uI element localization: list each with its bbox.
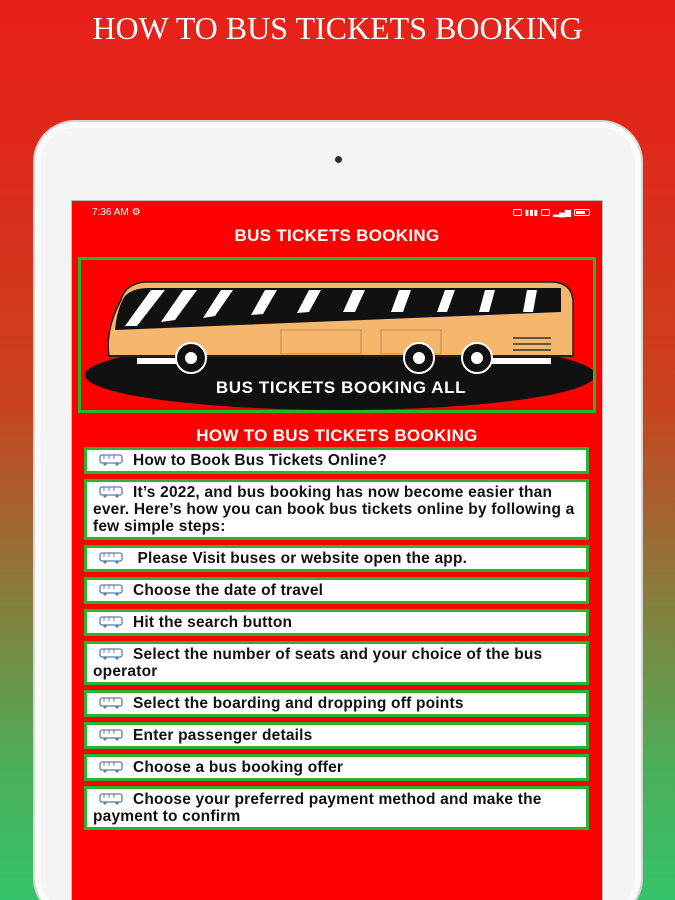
bus-icon	[99, 584, 125, 596]
step-card[interactable]	[84, 479, 589, 540]
status-time: 7:36 AM	[92, 206, 129, 218]
step-text: Choose a bus booking offer	[133, 759, 344, 776]
bus-wheel	[404, 343, 434, 373]
battery-icon	[574, 209, 590, 216]
step-card[interactable]	[84, 754, 589, 781]
tablet-frame	[33, 120, 643, 900]
status-bar	[72, 201, 602, 223]
step-card[interactable]	[84, 609, 589, 636]
bus-icon	[99, 616, 125, 628]
bus-icon	[99, 454, 125, 466]
step-card[interactable]	[84, 545, 589, 572]
step-card[interactable]	[84, 690, 589, 717]
bus-icon	[99, 697, 125, 709]
step-card[interactable]	[84, 641, 589, 685]
banner-text: BUS TICKETS BOOKING ALL	[215, 378, 467, 397]
step-card[interactable]	[84, 722, 589, 749]
step-text: Enter passenger details	[133, 727, 313, 744]
notification-icon	[513, 209, 522, 216]
bus-icon	[99, 648, 125, 660]
step-card[interactable]	[84, 577, 589, 604]
step-text: How to Book Bus Tickets Online?	[133, 452, 387, 469]
bus-icon	[99, 552, 125, 564]
step-text: Choose the date of travel	[133, 582, 324, 599]
steps-list	[72, 447, 602, 830]
bus-icon	[99, 793, 125, 805]
bus-wheel	[176, 343, 206, 373]
step-text: Hit the search button	[133, 614, 293, 631]
bus-icon	[99, 486, 125, 498]
bus-illustration	[81, 260, 596, 380]
step-text: Select the number of seats and your choice of the bus operator	[93, 646, 543, 680]
gear-icon: ⚙	[131, 206, 141, 218]
bus-icon	[99, 729, 125, 741]
signal-icon: ▮▮▮	[524, 207, 539, 217]
app-screen	[71, 200, 603, 900]
bus-icon	[99, 761, 125, 773]
cell-signal-icon: ▂▄▆	[553, 207, 571, 217]
step-card[interactable]	[84, 786, 589, 830]
step-text: Please Visit buses or website open the app.	[133, 550, 468, 567]
bus-wheel	[462, 343, 492, 373]
wifi-icon	[541, 209, 550, 216]
section-heading: HOW TO BUS TICKETS BOOKING	[196, 426, 478, 445]
step-card[interactable]	[84, 447, 589, 474]
step-text: Select the boarding and dropping off points	[133, 695, 464, 712]
promo-title: HOW TO BUS TICKETS BOOKING	[92, 10, 583, 46]
step-text: Choose your preferred payment method and make the payment to confirm	[93, 791, 542, 825]
tablet-camera	[335, 156, 342, 163]
banner-image	[78, 257, 596, 413]
app-title: BUS TICKETS BOOKING	[234, 226, 440, 245]
step-text: It’s 2022, and bus booking has now become easier than ever. Here’s how you can book bus tickets online by following a few simple steps:	[93, 484, 575, 535]
